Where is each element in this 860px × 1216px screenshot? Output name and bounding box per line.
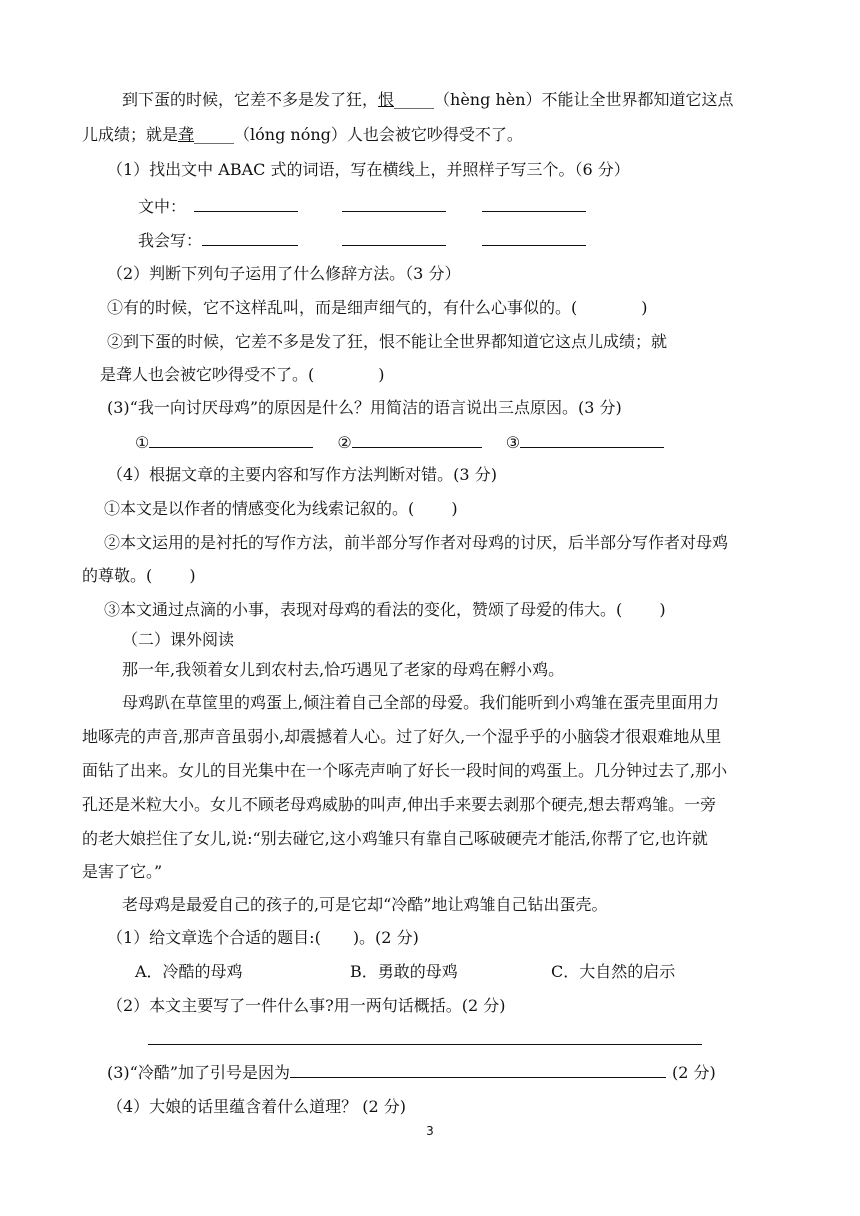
- q1-row-write: 我会写：: [138, 230, 586, 251]
- q2-item-2-line-2: 是聋人也会被它吵得受不了。( ): [100, 365, 385, 384]
- q4-item-3: ③本文通过点滴的小事，表现对母鸡的看法的变化，赞颂了母爱的伟大。( ): [104, 600, 666, 619]
- q3-answers: ① ② ③: [135, 432, 664, 453]
- q4-item-2-line-1: ②本文运用的是衬托的写作方法，前半部分写作者对母鸡的讨厌，后半部分写作者对母鸡: [104, 533, 729, 552]
- section-heading: （二）课外阅读: [122, 630, 235, 649]
- passage-line-2: 儿成绩；就是聋_____（lóng nóng）人也会被它吵得受不了。: [82, 125, 523, 144]
- paragraph-2-line-5: 的老大娘拦住了女儿,说:“别去碰它,这小鸡雏只有靠自己啄破硬壳才能活,你帮了它,也许就: [82, 829, 708, 848]
- passage-line-1: 到下蛋的时候，它差不多是发了狂，恨_____（hèng hèn）不能让全世界都知道它这点: [122, 90, 734, 109]
- page-number: 3: [426, 1124, 434, 1138]
- answer-blank[interactable]: [482, 196, 586, 212]
- q4-item-2-line-2: 的尊敬。( ): [82, 566, 196, 585]
- paragraph-2-line-4: 孔还是米粒大小。女儿不顾老母鸡威胁的叫声,伸出手来要去剥那个硬壳,想去帮鸡雏。一旁: [82, 795, 717, 814]
- paragraph-1: 那一年,我领着女儿到农村去,恰巧遇见了老家的母鸡在孵小鸡。: [122, 660, 565, 679]
- paragraph-2-line-6: 是害了它。”: [82, 862, 163, 881]
- question-3: (3)“我一向讨厌母鸡”的原因是什么？用简洁的语言说出三点原因。(3 分): [107, 398, 622, 417]
- reading-question-1: （1）给文章选个合适的题目:( )。(2 分): [107, 928, 419, 947]
- q2-item-2-line-1: ②到下蛋的时候，它差不多是发了狂，恨不能让全世界都知道它这点儿成绩；就: [107, 332, 668, 351]
- question-1: （1）找出文中 ABAC 式的词语，写在横线上，并照样子写三个。（6 分）: [107, 160, 630, 179]
- reading-question-2: （2）本文主要写了一件什么事?用一两句话概括。(2 分): [107, 996, 506, 1015]
- answer-blank[interactable]: [342, 196, 446, 212]
- reading-question-3: (3)“冷酷”加了引号是因为 (2 分): [107, 1063, 716, 1082]
- answer-blank[interactable]: [290, 1062, 666, 1078]
- answer-blank[interactable]: [202, 230, 298, 246]
- option-c[interactable]: C．大自然的启示: [551, 962, 676, 981]
- paragraph-2-line-1: 母鸡趴在草筐里的鸡蛋上,倾注着自己全部的母爱。我们能听到小鸡雏在蛋壳里面用力: [122, 693, 720, 712]
- q1-row-text: 文中：: [138, 196, 586, 217]
- question-2: （2）判断下列句子运用了什么修辞方法。（3 分）: [107, 264, 461, 283]
- paragraph-2-line-2: 地啄壳的声音,那声音虽弱小,却震撼着人心。过了好久,一个湿乎乎的小脑袋才很艰难地从里: [82, 727, 722, 746]
- answer-blank[interactable]: [352, 432, 482, 448]
- answer-blank[interactable]: [342, 230, 446, 246]
- option-a[interactable]: A．冷酷的母鸡: [135, 962, 243, 981]
- answer-line[interactable]: [148, 1044, 702, 1045]
- underlined-char-hen: 恨: [378, 90, 395, 109]
- answer-blank[interactable]: [482, 230, 586, 246]
- underlined-char-long: 聋: [178, 125, 195, 144]
- paragraph-3: 老母鸡是最爱自己的孩子的,可是它却“冷酷”地让鸡雏自己钻出蛋壳。: [122, 895, 608, 914]
- answer-blank[interactable]: [520, 432, 664, 448]
- q4-item-1: ①本文是以作者的情感变化为线索记叙的。( ): [104, 499, 458, 518]
- q2-item-1: ①有的时候，它不这样乱叫，而是细声细气的，有什么心事似的。( ): [107, 298, 648, 317]
- option-b[interactable]: B．勇敢的母鸡: [350, 962, 458, 981]
- question-4: （4）根据文章的主要内容和写作方法判断对错。(3 分): [107, 465, 497, 484]
- answer-blank[interactable]: [194, 196, 298, 212]
- reading-question-4: （4）大娘的话里蕴含着什么道理？ (2 分): [107, 1097, 407, 1116]
- paragraph-2-line-3: 面钻了出来。女儿的目光集中在一个啄壳声响了好长一段时间的鸡蛋上。几分钟过去了,那小: [82, 761, 728, 780]
- answer-blank[interactable]: [149, 432, 313, 448]
